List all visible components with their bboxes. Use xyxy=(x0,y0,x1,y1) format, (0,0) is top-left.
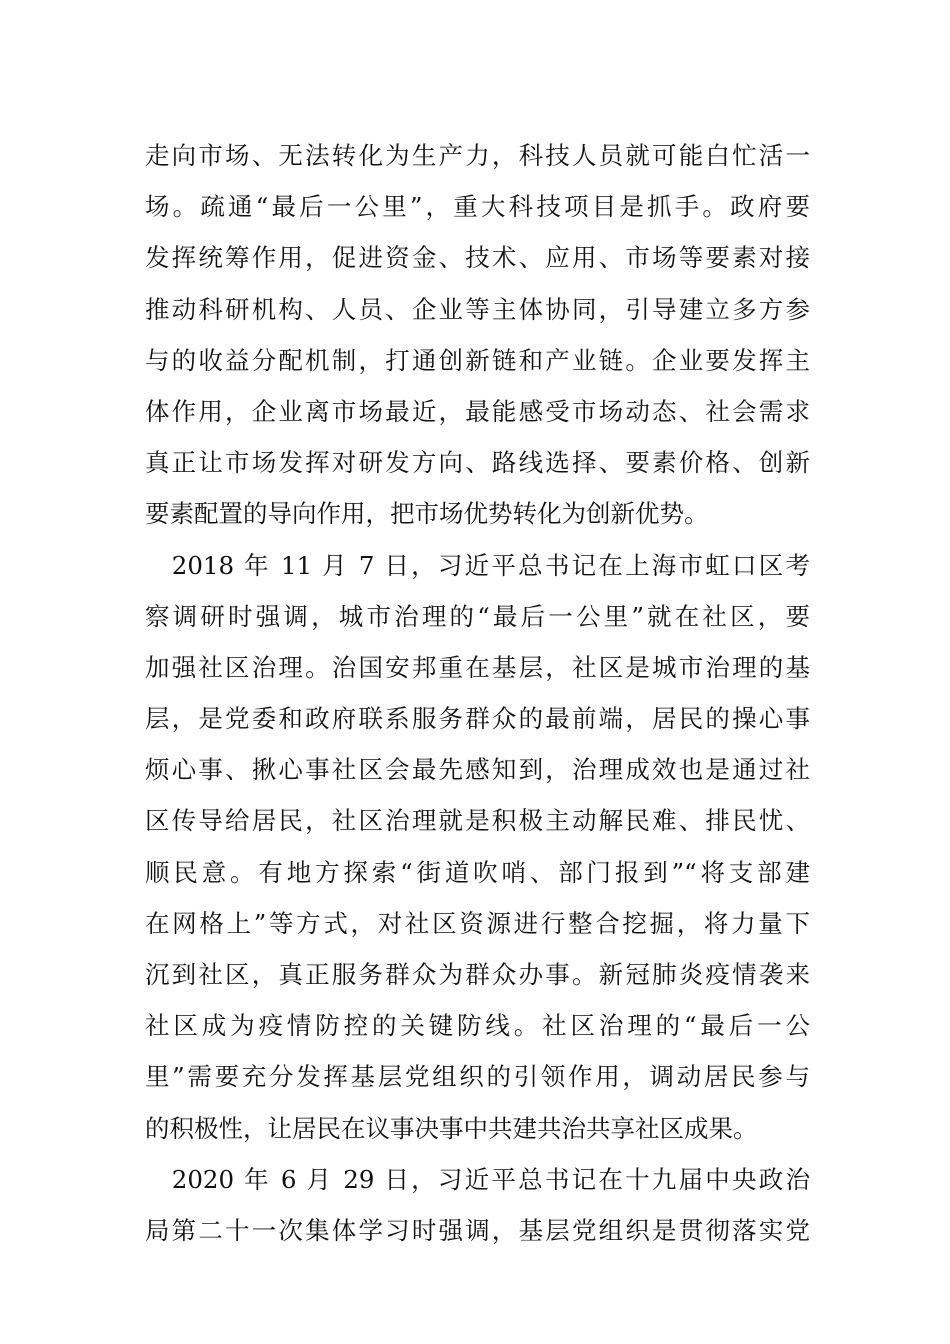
text-line: 在网格上”等方式，对社区资源进行整合挖掘，将力量下 xyxy=(145,908,810,938)
text-line: 区传导给居民，社区治理就是积极主动解民难、排民忧、 xyxy=(145,806,810,836)
text-line: 走向市场、无法转化为生产力，科技人员就可能白忙活一 xyxy=(145,141,810,170)
text-line: 沉到社区，真正服务群众为群众办事。新冠肺炎疫情袭来 xyxy=(145,960,810,989)
text-line: 加强社区治理。治国安邦重在基层，社区是城市治理的基 xyxy=(145,652,810,682)
text-line: 察调研时强调，城市治理的“最后一公里”就在社区，要 xyxy=(145,601,810,631)
text-line: 层，是党委和政府联系服务群众的最前端，居民的操心事 xyxy=(145,704,810,734)
text-line: 里”需要充分发挥基层党组织的引领作用，调动居民参与 xyxy=(145,1062,810,1092)
document-body xyxy=(145,130,810,1256)
text-line: 推动科研机构、人员、企业等主体协同，引导建立多方参 xyxy=(145,294,810,324)
text-line: 2018 年 11 月 7 日，习近平总书记在上海市虹口区考 xyxy=(145,550,810,580)
text-line: 局第二十一次集体学习时强调，基层党组织是贯彻落实党 xyxy=(145,1215,810,1245)
text-line: 社区成为疫情防控的关键防线。社区治理的“最后一公 xyxy=(145,1011,810,1041)
text-line: 体作用，企业离市场最近，最能感受市场动态、社会需求 xyxy=(145,396,810,426)
text-line: 真正让市场发挥对研发方向、路线选择、要素价格、创新 xyxy=(145,448,810,478)
text-line: 发挥统筹作用，促进资金、技术、应用、市场等要素对接 xyxy=(145,243,810,273)
text-line: 2020 年 6 月 29 日，习近平总书记在十九届中央政治 xyxy=(145,1164,810,1194)
text-line: 场。疏通“最后一公里”，重大科技项目是抓手。政府要 xyxy=(145,192,810,222)
text-line: 要素配置的导向作用，把市场优势转化为创新优势。 xyxy=(145,499,709,529)
text-line: 烦心事、揪心事社区会最先感知到，治理成效也是通过社 xyxy=(145,755,810,785)
text-line: 顺民意。有地方探索“街道吹哨、部门报到”“将支部建 xyxy=(145,857,810,887)
text-line: 与的收益分配机制，打通创新链和产业链。企业要发挥主 xyxy=(145,345,810,375)
text-line: 的积极性，让居民在议事决事中共建共治共享社区成果。 xyxy=(145,1113,758,1143)
